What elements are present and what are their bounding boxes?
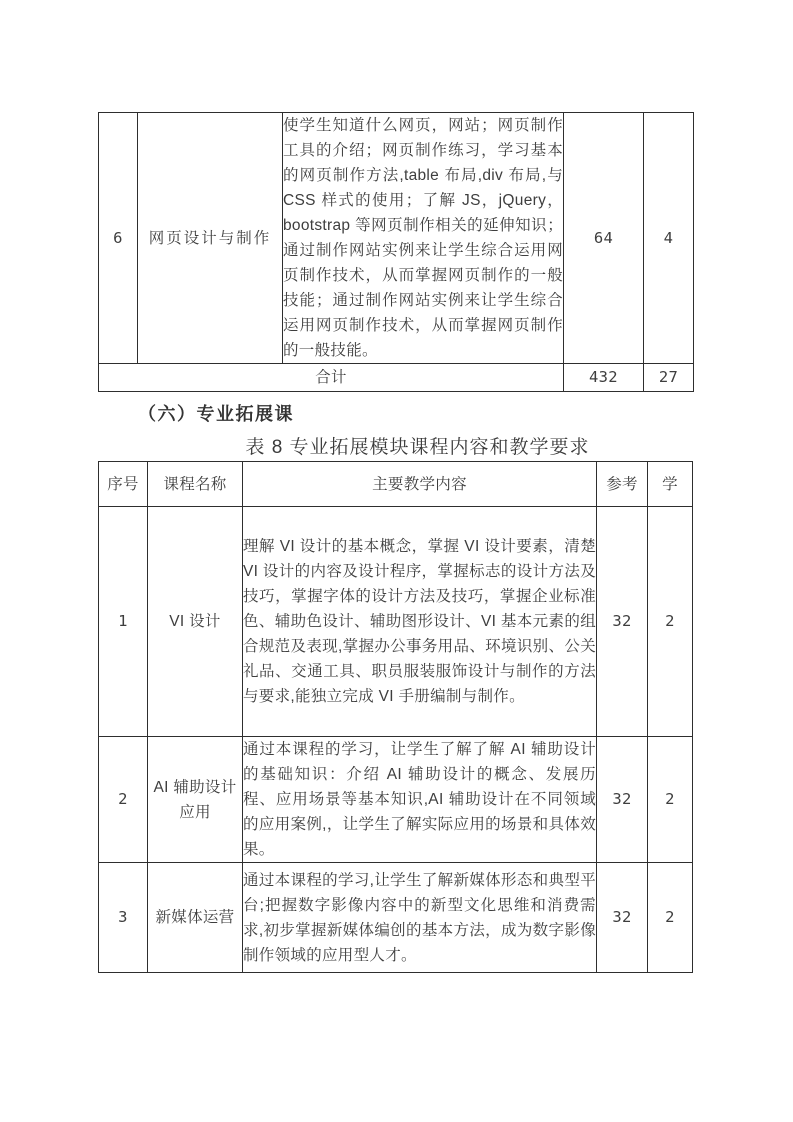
course-hours-cell: 64	[564, 113, 644, 364]
continued-course-table	[98, 112, 694, 392]
header-content-cell: 主要教学内容	[243, 462, 597, 507]
total-credits-cell: 27	[644, 364, 694, 392]
table-row	[99, 863, 693, 973]
course-name-cell: AI 辅助设计应用	[148, 737, 243, 863]
course-name-cell: 新媒体运营	[148, 863, 243, 973]
course-credits-cell: 2	[648, 863, 693, 973]
course-number-cell: 2	[99, 737, 148, 863]
header-course-cell: 课程名称	[148, 462, 243, 507]
table8	[98, 461, 693, 973]
course-content-cell: 使学生知道什么网页，网站；网页制作工具的介绍；网页制作练习，学习基本的网页制作方法,table 布局,div 布局,与 CSS 样式的使用；了解 JS，jQuery，bootstrap 等网页制作相关的延伸知识；通过制作网站实例来让学生综合运用网页制作技术，从而掌握网页制作的一般技能；通过制作网站实例来让学生综合运用网页制作技术，从而掌握网页制作的一般技能。	[283, 113, 564, 364]
course-hours-cell: 32	[597, 863, 648, 973]
course-row	[99, 113, 694, 364]
total-label-cell: 合计	[99, 364, 564, 392]
header-hours-cell: 参考	[597, 462, 648, 507]
section-heading: （六）专业拓展课	[138, 404, 294, 424]
course-credits-cell: 2	[648, 737, 693, 863]
course-hours-cell: 32	[597, 507, 648, 737]
course-name-cell: 网页设计与制作	[138, 113, 283, 364]
total-hours-cell: 432	[564, 364, 644, 392]
course-number-cell: 3	[99, 863, 148, 973]
course-content-cell: 理解 VI 设计的基本概念，掌握 VI 设计要素，清楚 VI 设计的内容及设计程序，掌握标志的设计方法及技巧，掌握字体的设计方法及技巧，掌握企业标准色、辅助色设计、辅助图形设计、VI 基本元素的组合规范及表现,掌握办公事务用品、环境识别、公关礼品、交通工具、职员服装服饰设计与制作的方法与要求,能独立完成 VI 手册编制与制作。	[243, 507, 597, 737]
course-credits-cell: 4	[644, 113, 694, 364]
table-row	[99, 507, 693, 737]
total-row	[99, 364, 694, 392]
course-content-cell: 通过本课程的学习,让学生了解新媒体形态和典型平台;把握数字影像内容中的新型文化思维和消费需求,初步掌握新媒体编创的基本方法，成为数字影像制作领域的应用型人才。	[243, 863, 597, 973]
course-name-cell: VI 设计	[148, 507, 243, 737]
table8-header-row	[99, 462, 693, 507]
course-hours-cell: 32	[597, 737, 648, 863]
course-credits-cell: 2	[648, 507, 693, 737]
table-row	[99, 737, 693, 863]
table8-title: 表 8 专业拓展模块课程内容和教学要求	[245, 437, 590, 458]
course-number-cell: 6	[99, 113, 138, 364]
course-number-cell: 1	[99, 507, 148, 737]
header-credits-cell: 学	[648, 462, 693, 507]
course-content-cell: 通过本课程的学习，让学生了解了解 AI 辅助设计的基础知识：介绍 AI 辅助设计的概念、发展历程、应用场景等基本知识,AI 辅助设计在不同领域的应用案例,，让学生了解实际应用的场景和具体效果。	[243, 737, 597, 863]
header-num-cell: 序号	[99, 462, 148, 507]
